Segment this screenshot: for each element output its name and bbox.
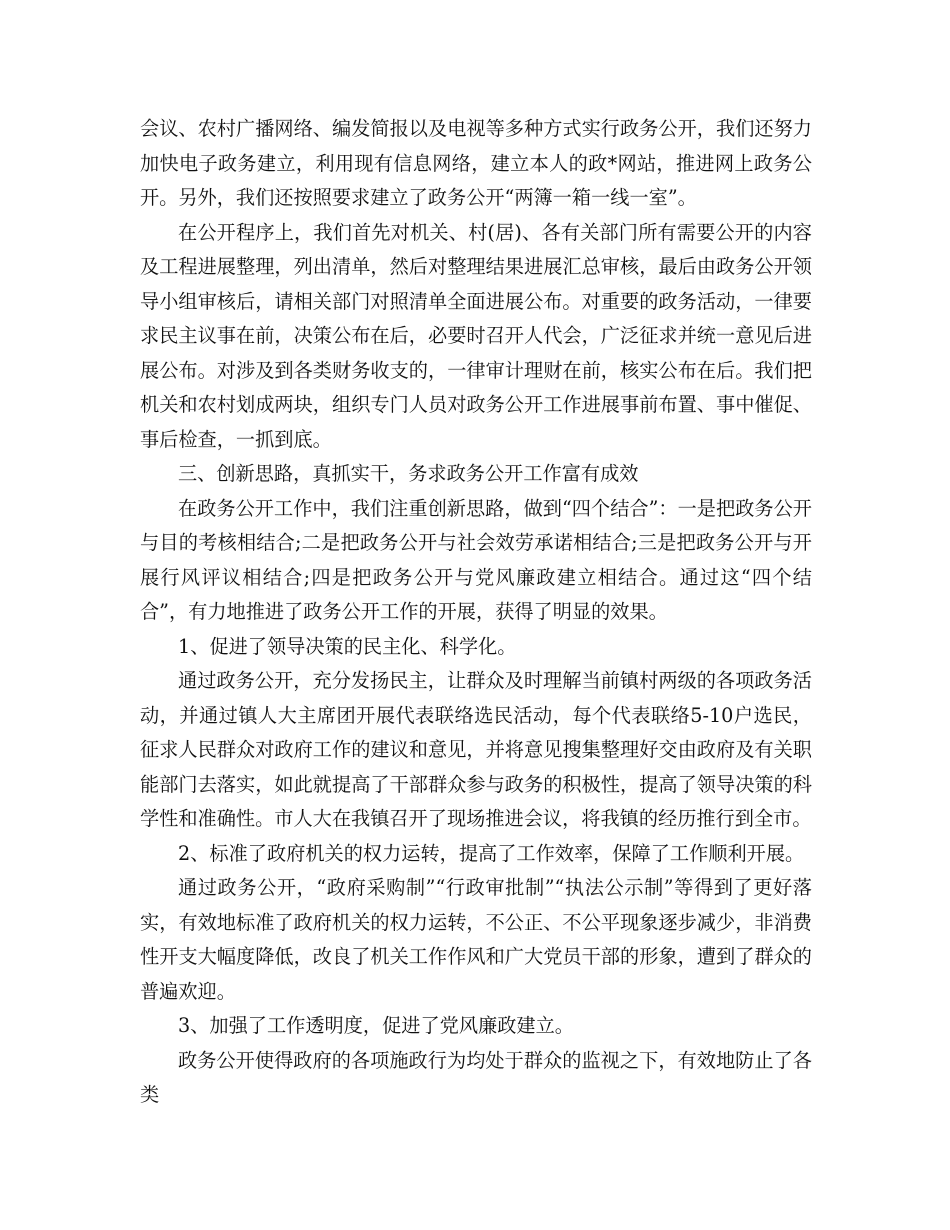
subheading-3: 3、加强了工作透明度，促进了党风廉政建立。 — [178, 1014, 574, 1037]
paragraph-4: 通过政务公开，充分发扬民主，让群众及时理解当前镇村两级的各项政务活动，并通过镇人大主席团开展代表联络选民活动，每个代表联络5-10户选民，征求人民群众对政府工作的建议和意见，并将意见搜集整理好交由政府及有关职能部门去落实，如此就提高了干部群众参与政务的积极性，提高了领导决策的科学性和准确性。市人大在我镇召开了现场推进会议，将我镇的经历推行到全市。 — [140, 669, 812, 830]
subheading-1: 1、促进了领导决策的民主化、科学化。 — [178, 634, 517, 658]
paragraph-1: 会议、农村广播网络、编发简报以及电视等多种方式实行政务公开，我们还努力加快电子政务建立，利用现有信息网络，建立本人的政*网站，推进网上政务公开。另外，我们还按照要求建立了政务公开“两簿一箱一线一室”。 — [140, 117, 812, 209]
paragraph-3: 在政务公开工作中，我们注重创新思路，做到“四个结合”：一是把政务公开与目的考核相结合;二是把政务公开与社会效劳承诺相结合;三是把政务公开与开展行风评议相结合;四是把政务公开与党风廉政建立相结合。通过这“四个结合”，有力地推进了政务公开工作的开展，获得了明显的效果。 — [140, 496, 812, 623]
paragraph-5: 通过政务公开，“政府采购制”“行政审批制”“执法公示制”等得到了更好落实，有效地标准了政府机关的权力运转，不公正、不公平现象逐步减少，非消费性开支大幅度降低，改良了机关工作作风和广大党员干部的形象，遭到了群众的普遍欢迎。 — [140, 876, 812, 1003]
paragraph-6: 政务公开使得政府的各项施政行为均处于群众的监视之下，有效地防止了各类 — [140, 1048, 812, 1106]
document-body — [140, 112, 812, 1113]
paragraph-2: 在公开程序上，我们首先对机关、村(居)、各有关部门所有需要公开的内容及工程进展整理，列出清单，然后对整理结果进展汇总审核，最后由政务公开领导小组审核后，请相关部门对照清单全面进展公布。对重要的政务活动，一律要求民主议事在前，决策公布在后，必要时召开人代会，广泛征求并统一意见后进展公布。对涉及到各类财务收支的，一律审计理财在前，核实公布在后。我们把机关和农村划成两块，组织专门人员对政务公开工作进展事前布置、事中催促、事后检查，一抓到底。 — [140, 220, 812, 451]
subheading-2: 2、标准了政府机关的权力运转，提高了工作效率，保障了工作顺利开展。 — [178, 841, 805, 865]
section-heading: 三、创新思路，真抓实干，务求政务公开工作富有成效 — [178, 462, 639, 485]
